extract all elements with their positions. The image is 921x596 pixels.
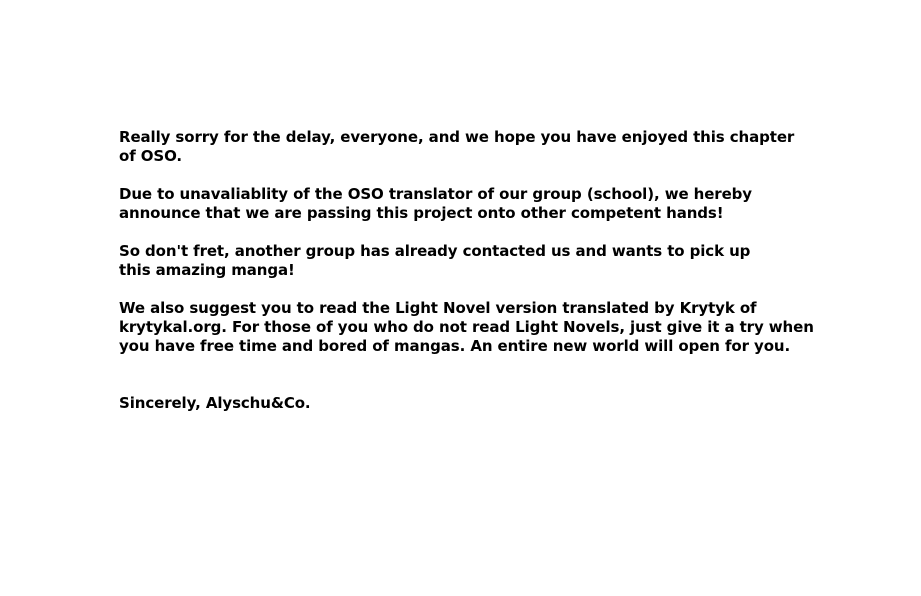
paragraph-spacer bbox=[119, 280, 819, 299]
announcement-paragraph bbox=[119, 185, 819, 223]
paragraph-spacer bbox=[119, 166, 819, 185]
signature bbox=[119, 394, 819, 413]
recommendation-paragraph bbox=[119, 299, 819, 356]
text-line: this amazing manga! bbox=[119, 261, 295, 279]
translator-notice bbox=[119, 128, 819, 413]
signature-line: Sincerely, Alyschu&Co. bbox=[119, 394, 311, 412]
text-line: Really sorry for the delay, everyone, and we hope you have enjoyed this chapter bbox=[119, 128, 795, 146]
text-line: of OSO. bbox=[119, 147, 183, 165]
text-line: We also suggest you to read the Light Novel version translated by Krytyk of bbox=[119, 299, 757, 317]
text-line: krytykal.org. For those of you who do not read Light Novels, just give it a try when bbox=[119, 318, 814, 336]
text-line: Due to unavaliablity of the OSO translator of our group (school), we hereby bbox=[119, 185, 752, 203]
reassurance-paragraph bbox=[119, 242, 819, 280]
text-line: you have free time and bored of mangas. An entire new world will open for you. bbox=[119, 337, 791, 355]
apology-paragraph bbox=[119, 128, 819, 166]
text-line: So don't fret, another group has already contacted us and wants to pick up bbox=[119, 242, 751, 260]
paragraph-spacer bbox=[119, 223, 819, 242]
text-line: announce that we are passing this project onto other competent hands! bbox=[119, 204, 724, 222]
paragraph-spacer bbox=[119, 356, 819, 394]
